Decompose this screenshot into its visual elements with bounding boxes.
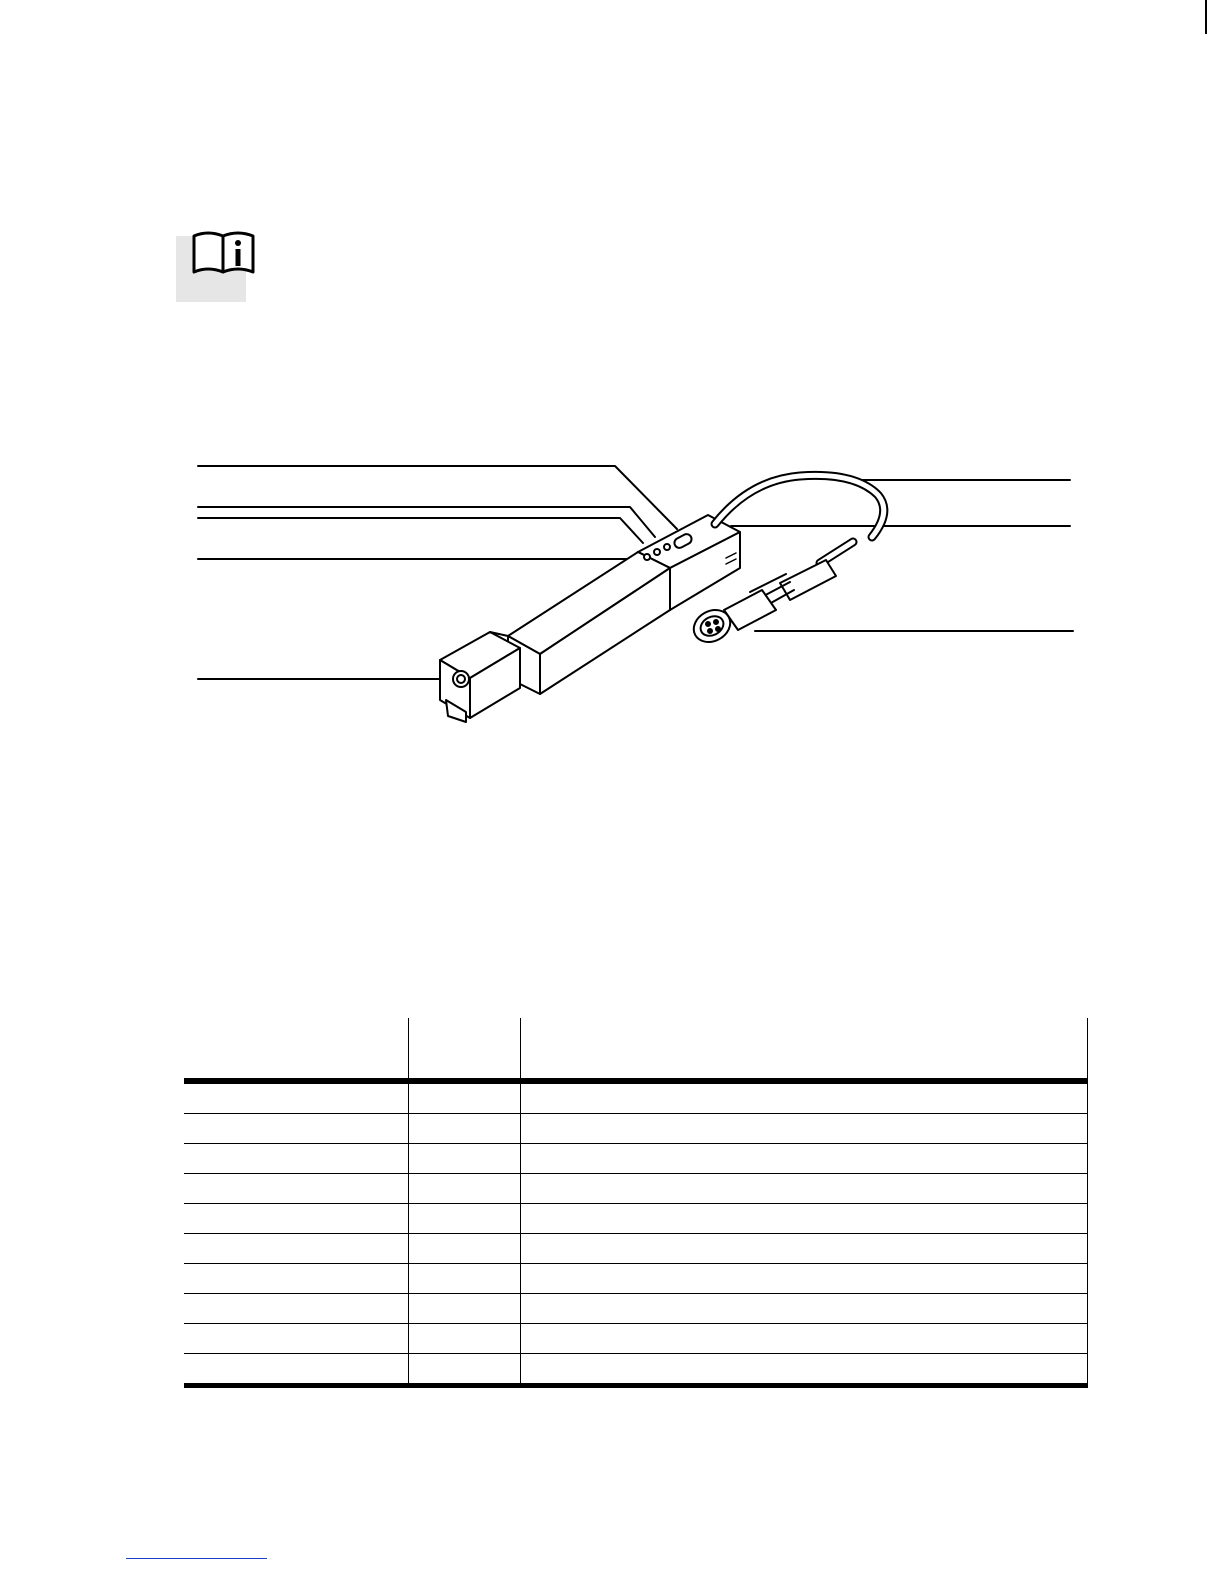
- callout-line-5: [198, 679, 458, 683]
- table-row: [184, 1081, 1088, 1114]
- table-cell: [409, 1294, 521, 1324]
- table-cell: [409, 1174, 521, 1204]
- footer-link-rule: [126, 1558, 267, 1559]
- table-row: [184, 1354, 1088, 1386]
- table-cell: [409, 1081, 521, 1114]
- table-cell: [184, 1081, 409, 1114]
- table-row: [184, 1114, 1088, 1144]
- table-cell: [521, 1081, 1088, 1114]
- sensor-device-illustration: [190, 450, 1090, 750]
- table-cell: [409, 1324, 521, 1354]
- table-cell: [409, 1264, 521, 1294]
- table-cell: [409, 1144, 521, 1174]
- table-cell: [521, 1324, 1088, 1354]
- spec-table: [184, 1018, 1088, 1388]
- callout-line-4: [198, 559, 651, 563]
- table-header-cell: [409, 1018, 521, 1081]
- table-cell: [521, 1114, 1088, 1144]
- table-row: [184, 1174, 1088, 1204]
- table-cell: [184, 1234, 409, 1264]
- manual-info-icon: [190, 226, 258, 276]
- table-cell: [409, 1354, 521, 1386]
- table-cell: [184, 1264, 409, 1294]
- table-row: [184, 1294, 1088, 1324]
- table-row: [184, 1324, 1088, 1354]
- table-cell: [521, 1144, 1088, 1174]
- callout-line-1: [198, 466, 677, 529]
- top-margin-rule: [1205, 0, 1207, 34]
- table-cell: [521, 1234, 1088, 1264]
- table-row: [184, 1204, 1088, 1234]
- table-cell: [184, 1174, 409, 1204]
- sensor-body: [440, 515, 740, 722]
- table-cell: [184, 1354, 409, 1386]
- table-cell: [184, 1114, 409, 1144]
- table-cell: [409, 1204, 521, 1234]
- table-cell: [184, 1144, 409, 1174]
- table-row: [184, 1144, 1088, 1174]
- table-header-row: [184, 1018, 1088, 1081]
- callout-line-2: [198, 507, 655, 537]
- table-cell: [521, 1174, 1088, 1204]
- table-cell: [184, 1204, 409, 1234]
- table-cell: [521, 1204, 1088, 1234]
- table-cell: [409, 1234, 521, 1264]
- table-header-cell: [184, 1018, 409, 1081]
- table-row: [184, 1234, 1088, 1264]
- table-header-cell: [521, 1018, 1088, 1081]
- callout-line-3: [198, 518, 643, 543]
- table-cell: [409, 1114, 521, 1144]
- table-cell: [184, 1294, 409, 1324]
- table-cell: [521, 1354, 1088, 1386]
- table-cell: [184, 1324, 409, 1354]
- table-row: [184, 1264, 1088, 1294]
- table-cell: [521, 1264, 1088, 1294]
- table-cell: [521, 1294, 1088, 1324]
